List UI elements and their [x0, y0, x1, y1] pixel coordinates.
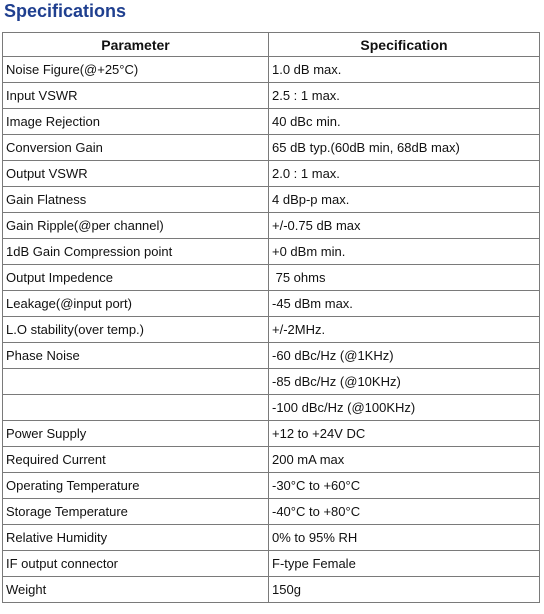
table-row	[3, 525, 540, 551]
table-row	[3, 135, 540, 161]
table-row	[3, 187, 540, 213]
parameter-cell: IF output connector	[3, 551, 269, 577]
table-row	[3, 239, 540, 265]
table-row	[3, 473, 540, 499]
parameter-cell: Weight	[3, 577, 269, 603]
table-row	[3, 57, 540, 83]
specification-cell: +/-0.75 dB max	[269, 213, 540, 239]
table-row	[3, 161, 540, 187]
specification-cell: -45 dBm max.	[269, 291, 540, 317]
specification-cell: 150g	[269, 577, 540, 603]
table-row	[3, 213, 540, 239]
parameter-cell	[3, 395, 269, 421]
table-row	[3, 317, 540, 343]
specification-cell: 2.5 : 1 max.	[269, 83, 540, 109]
table-row	[3, 369, 540, 395]
specification-cell: 200 mA max	[269, 447, 540, 473]
parameter-cell	[3, 369, 269, 395]
specification-cell: +12 to +24V DC	[269, 421, 540, 447]
parameter-cell: Noise Figure(@+25°C)	[3, 57, 269, 83]
table-row	[3, 447, 540, 473]
table-row	[3, 421, 540, 447]
parameter-cell: Operating Temperature	[3, 473, 269, 499]
table-row	[3, 551, 540, 577]
table-row	[3, 395, 540, 421]
parameter-cell: Leakage(@input port)	[3, 291, 269, 317]
specification-cell: -40°C to +80°C	[269, 499, 540, 525]
parameter-cell: Phase Noise	[3, 343, 269, 369]
specification-cell: 2.0 : 1 max.	[269, 161, 540, 187]
page-title: Specifications	[4, 1, 127, 21]
parameter-cell: Input VSWR	[3, 83, 269, 109]
table-row	[3, 109, 540, 135]
parameter-cell: 1dB Gain Compression point	[3, 239, 269, 265]
table-row	[3, 499, 540, 525]
specification-cell: 40 dBc min.	[269, 109, 540, 135]
specification-cell: -30°C to +60°C	[269, 473, 540, 499]
specification-cell: 4 dBp-p max.	[269, 187, 540, 213]
specification-cell: F-type Female	[269, 551, 540, 577]
parameter-cell: Relative Humidity	[3, 525, 269, 551]
specification-cell: 65 dB typ.(60dB min, 68dB max)	[269, 135, 540, 161]
specification-cell: -100 dBc/Hz (@100KHz)	[269, 395, 540, 421]
parameter-cell: Image Rejection	[3, 109, 269, 135]
specification-cell: -60 dBc/Hz (@1KHz)	[269, 343, 540, 369]
table-row	[3, 577, 540, 603]
parameter-cell: Power Supply	[3, 421, 269, 447]
column-header-specification: Specification	[269, 33, 540, 57]
specification-cell: 0% to 95% RH	[269, 525, 540, 551]
table-row	[3, 265, 540, 291]
parameter-cell: Storage Temperature	[3, 499, 269, 525]
table-header-row	[3, 33, 540, 57]
parameter-cell: Output VSWR	[3, 161, 269, 187]
parameter-cell: Output Impedence	[3, 265, 269, 291]
specification-cell: 75 ohms	[269, 265, 540, 291]
specifications-table	[2, 32, 540, 603]
parameter-cell: Gain Flatness	[3, 187, 269, 213]
specification-cell: -85 dBc/Hz (@10KHz)	[269, 369, 540, 395]
table-row	[3, 343, 540, 369]
parameter-cell: Gain Ripple(@per channel)	[3, 213, 269, 239]
table-row	[3, 291, 540, 317]
parameter-cell: Required Current	[3, 447, 269, 473]
specification-cell: 1.0 dB max.	[269, 57, 540, 83]
table-row	[3, 83, 540, 109]
specification-cell: +/-2MHz.	[269, 317, 540, 343]
parameter-cell: L.O stability(over temp.)	[3, 317, 269, 343]
column-header-parameter: Parameter	[3, 33, 269, 57]
parameter-cell: Conversion Gain	[3, 135, 269, 161]
specification-cell: +0 dBm min.	[269, 239, 540, 265]
